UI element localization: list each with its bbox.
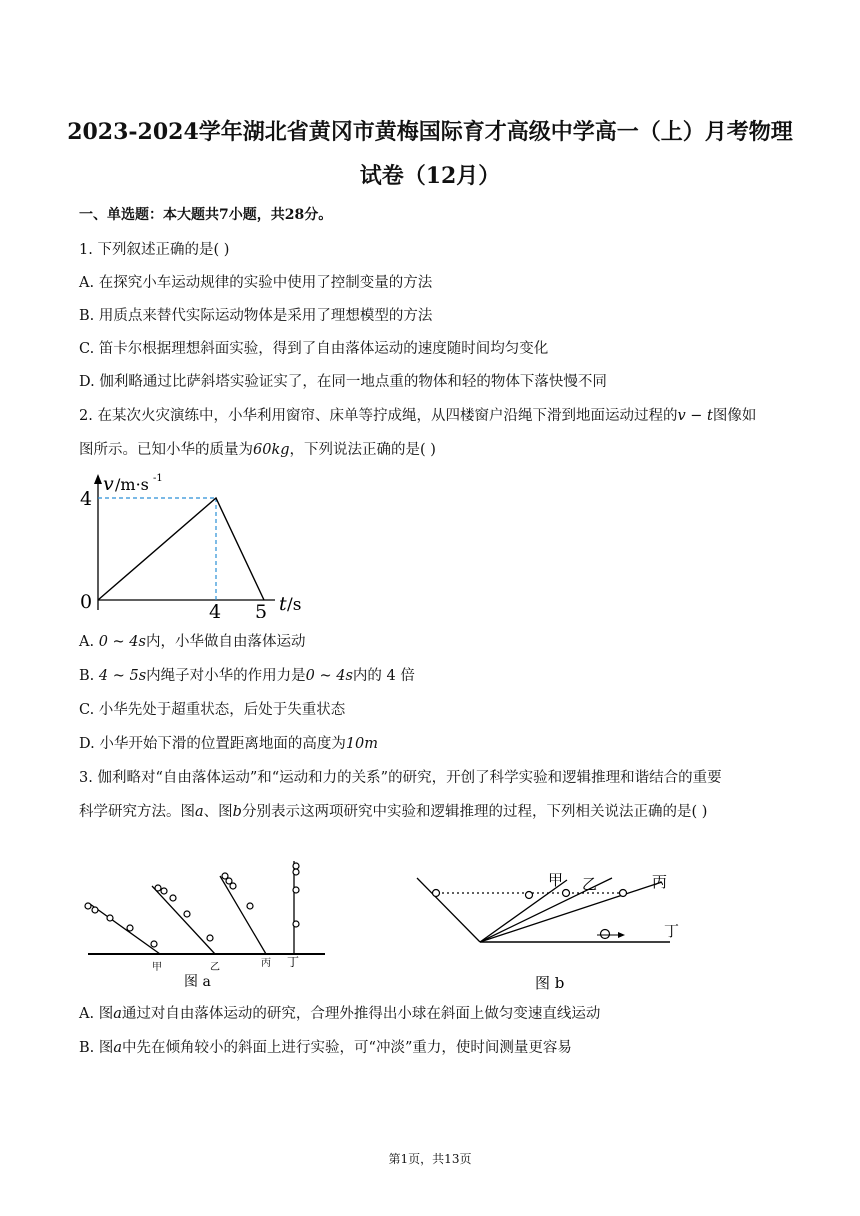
vt-graph bbox=[70, 468, 320, 618]
fig-a-label-yi: 乙 bbox=[210, 962, 220, 973]
section-heading: 一、单选题：本大题共7小题，共28分。 bbox=[79, 207, 333, 223]
q1-option-a: A. 在探究小车运动规律的实验中使用了控制变量的方法 bbox=[79, 275, 433, 291]
t-axis-unit: /s bbox=[287, 595, 302, 615]
v-axis-unit-exponent: -1 bbox=[153, 473, 163, 484]
fig-b-caption: 图 b bbox=[535, 974, 565, 992]
q1-option-b: B. 用质点来替代实际运动物体是采用了理想模型的方法 bbox=[79, 308, 433, 324]
q2-option-b: B. 4 ~ 5s内绳子对小华的作用力是0 ~ 4s内的 4 倍 bbox=[79, 668, 415, 684]
y-tick-4: 4 bbox=[80, 488, 93, 510]
q1-option-d: D. 伽利略通过比萨斜塔实验证实了，在同一地点重的物体和轻的物体下落快慢不同 bbox=[79, 374, 607, 390]
v-axis-unit: /m·s bbox=[115, 475, 149, 494]
q1-stem: 1. 下列叙述正确的是( ) bbox=[79, 242, 230, 258]
figure-a bbox=[80, 856, 330, 996]
fig-a-label-jia: 甲 bbox=[152, 962, 162, 973]
fig-b-label-yi: 乙 bbox=[582, 875, 598, 893]
x-tick-5: 5 bbox=[255, 601, 268, 618]
t-axis-label: t bbox=[279, 593, 287, 615]
v-axis-label: v bbox=[103, 473, 114, 495]
q3-stem-line1: 3. 伽利略对“自由落体运动”和“运动和力的关系”的研究，开创了科学实验和逻辑推理和谐结合的重要 bbox=[79, 770, 722, 786]
q3-stem-line2: 科学研究方法。图a、图b分别表示这两项研究中实验和逻辑推理的过程，下列相关说法正确的是( ) bbox=[79, 804, 708, 820]
q2-option-a: A. 0 ~ 4s内，小华做自由落体运动 bbox=[79, 634, 306, 650]
fig-b-label-jia: 甲 bbox=[548, 871, 564, 889]
figure-b bbox=[412, 860, 682, 995]
x-tick-4: 4 bbox=[209, 601, 222, 618]
q3-option-b: B. 图a中先在倾角较小的斜面上进行实验，可“冲淡”重力，使时间测量更容易 bbox=[79, 1040, 572, 1056]
q2-stem-line1: 2. 在某次火灾演练中，小华利用窗帘、床单等拧成绳，从四楼窗户沿绳下滑到地面运动过程的v − t图像如 bbox=[79, 408, 757, 424]
q2-option-c: C. 小华先处于超重状态，后处于失重状态 bbox=[79, 702, 346, 718]
q2-option-d: D. 小华开始下滑的位置距离地面的高度为10m bbox=[79, 736, 379, 752]
q2-stem-line2: 图所示。已知小华的质量为60kg，下列说法正确的是( ) bbox=[79, 442, 436, 458]
fig-b-label-bing: 丙 bbox=[652, 873, 668, 891]
page-footer: 第1页，共13页 bbox=[388, 1152, 472, 1166]
q3-option-a: A. 图a通过对自由落体运动的研究，合理外推得出小球在斜面上做匀变速直线运动 bbox=[79, 1006, 601, 1022]
fig-b-label-ding: 丁 bbox=[664, 922, 680, 940]
origin-label: 0 bbox=[80, 591, 93, 613]
rolling-ball-icon bbox=[597, 930, 625, 939]
page-title: 2023-2024学年湖北省黄冈市黄梅国际育才高级中学高一（上）月考物理试卷（12月） bbox=[67, 119, 793, 189]
fig-a-label-bing: 丙 bbox=[261, 958, 271, 969]
fig-a-caption: 图 a bbox=[184, 974, 211, 990]
q1-option-c: C. 笛卡尔根据理想斜面实验，得到了自由落体运动的速度随时间均匀变化 bbox=[79, 341, 549, 357]
fig-a-label-ding: 丁 bbox=[287, 955, 300, 969]
